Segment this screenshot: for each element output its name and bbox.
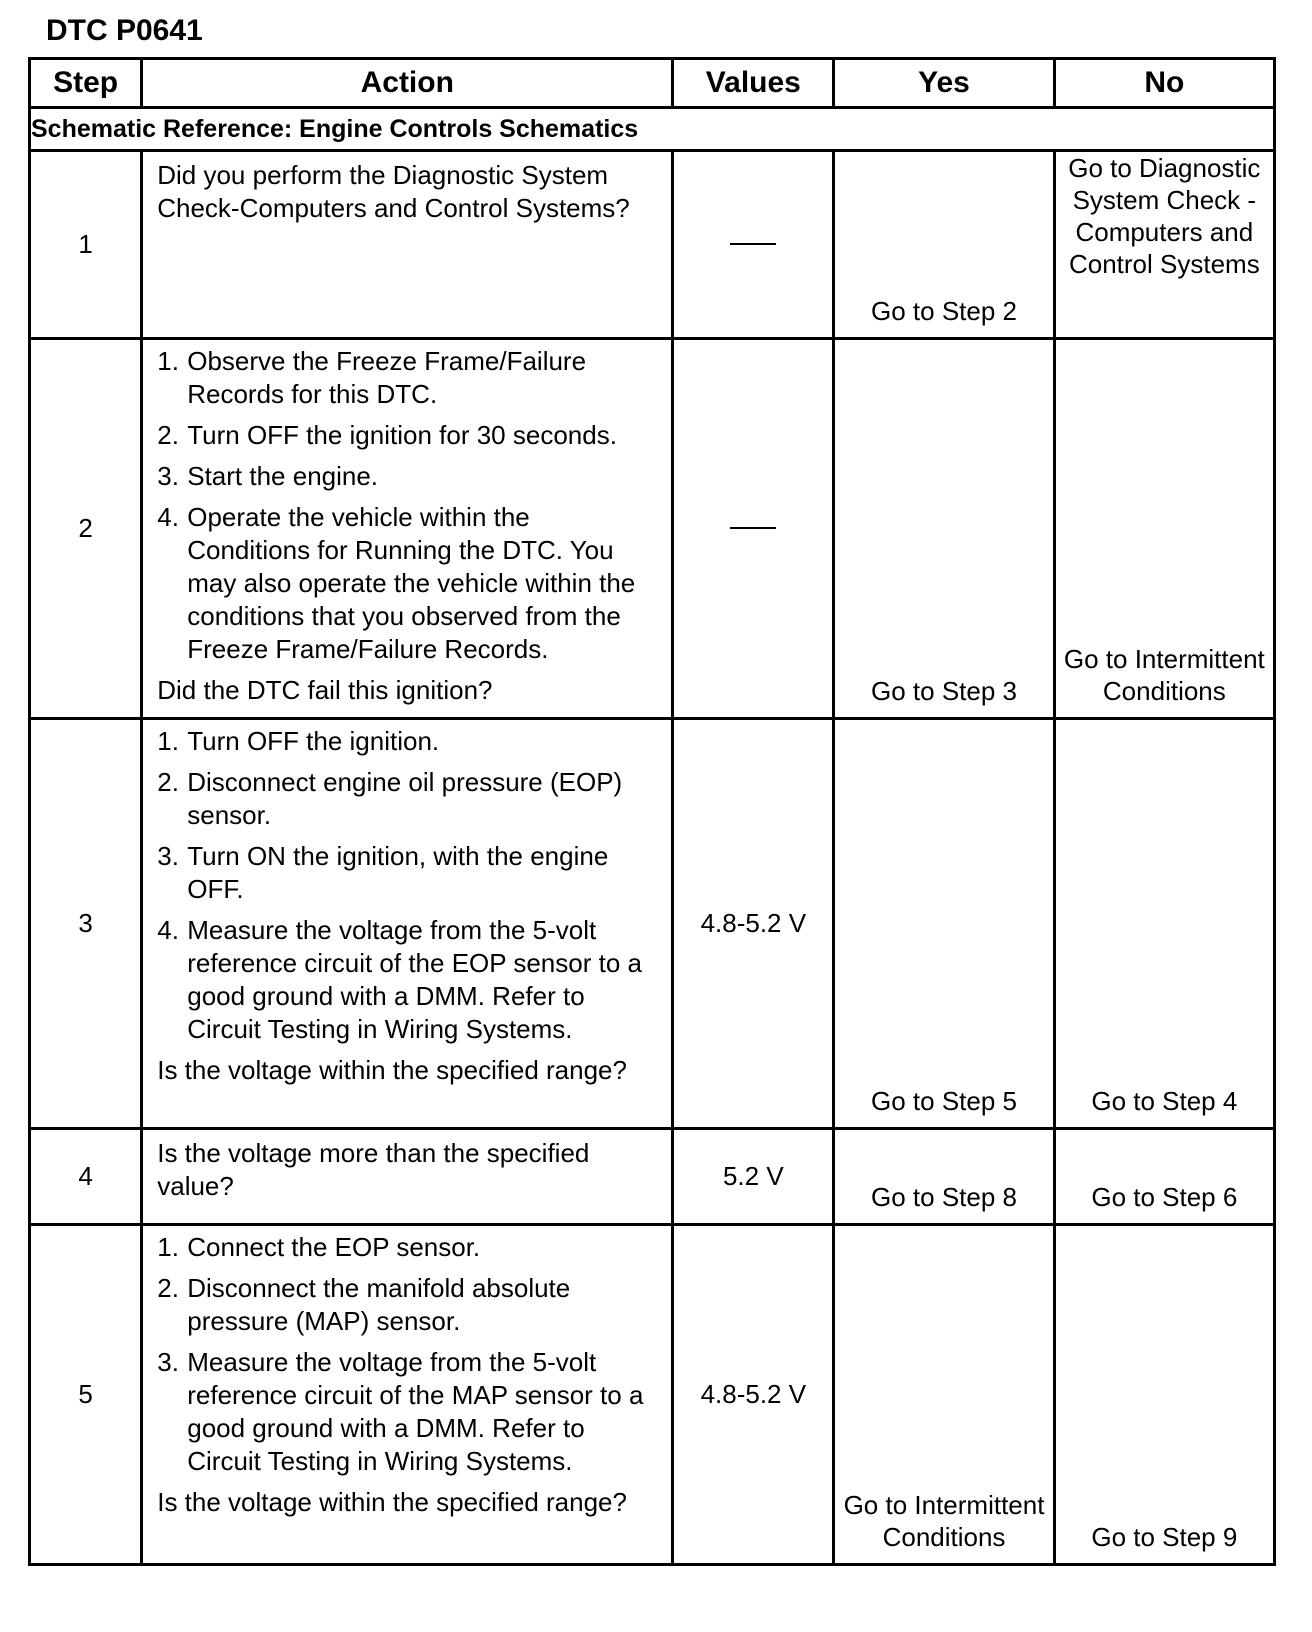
action-step-text: Start the engine. — [187, 461, 379, 491]
action-step-number: 2. — [157, 1273, 179, 1303]
action-cell — [142, 339, 673, 719]
no-result: Go to Step 9 — [1054, 1225, 1274, 1565]
action-step-item — [157, 501, 659, 666]
no-result: Go to Step 4 — [1054, 719, 1274, 1129]
table-row — [30, 719, 1275, 1129]
action-step-text: Observe the Freeze Frame/Failure Records for this DTC. — [187, 346, 587, 409]
header-yes: Yes — [834, 59, 1054, 108]
action-step-item — [157, 840, 659, 906]
schematic-reference-row — [30, 108, 1275, 151]
value-cell: 4.8-5.2 V — [673, 1225, 834, 1565]
schematic-reference: Schematic Reference: Engine Controls Schematics — [30, 108, 1275, 151]
action-step-text: Disconnect engine oil pressure (EOP) sensor. — [187, 767, 623, 830]
action-steps-list — [157, 345, 659, 666]
action-step-text: Measure the voltage from the 5-volt reference circuit of the EOP sensor to a good ground with a DMM. Refer to Circuit Testing in Wiring Systems. — [187, 915, 642, 1044]
action-step-item — [157, 419, 659, 452]
action-step-number: 2. — [157, 420, 179, 450]
action-step-number: 4. — [157, 915, 179, 945]
yes-result: Go to Intermittent Conditions — [834, 1225, 1054, 1565]
no-result: Go to Diagnostic System Check - Computers and Control Systems — [1054, 151, 1274, 339]
action-question: Did you perform the Diagnostic System Check-Computers and Control Systems? — [157, 160, 630, 223]
action-steps-list — [157, 1231, 659, 1478]
action-step-item — [157, 1231, 659, 1264]
header-no: No — [1054, 59, 1274, 108]
yes-result: Go to Step 5 — [834, 719, 1054, 1129]
action-step-number: 1. — [157, 726, 179, 756]
action-cell — [142, 719, 673, 1129]
header-values: Values — [673, 59, 834, 108]
action-steps-list — [157, 725, 659, 1046]
value-cell: 5.2 V — [673, 1129, 834, 1225]
value-cell — [673, 151, 834, 339]
table-row — [30, 339, 1275, 719]
table-row — [30, 1129, 1275, 1225]
step-number: 4 — [30, 1129, 142, 1225]
action-step-text: Disconnect the manifold absolute pressure (MAP) sensor. — [187, 1273, 571, 1336]
action-question: Did the DTC fail this ignition? — [157, 675, 493, 705]
action-step-number: 1. — [157, 346, 179, 376]
yes-result: Go to Step 3 — [834, 339, 1054, 719]
action-step-number: 4. — [157, 502, 179, 532]
action-question: Is the voltage more than the specified value? — [157, 1138, 590, 1201]
step-number: 1 — [30, 151, 142, 339]
yes-result: Go to Step 8 — [834, 1129, 1054, 1225]
action-step-text: Operate the vehicle within the Conditions for Running the DTC. You may also operate the vehicle within the conditions that you observed from the Freeze Frame/Failure Records. — [187, 502, 636, 664]
action-step-text: Turn OFF the ignition. — [187, 726, 440, 756]
diagnostic-table — [28, 57, 1276, 1566]
header-action: Action — [142, 59, 673, 108]
action-cell — [142, 1129, 673, 1225]
page-title: DTC P0641 — [46, 14, 203, 47]
action-cell — [142, 1225, 673, 1565]
action-step-text: Turn ON the ignition, with the engine OFF. — [187, 841, 609, 904]
action-step-item — [157, 345, 659, 411]
table-row — [30, 151, 1275, 339]
step-number: 2 — [30, 339, 142, 719]
action-cell — [142, 151, 673, 339]
action-step-number: 1. — [157, 1232, 179, 1262]
action-step-item — [157, 725, 659, 758]
action-step-number: 3. — [157, 1347, 179, 1377]
action-step-number: 3. — [157, 461, 179, 491]
action-question: Is the voltage within the specified range? — [157, 1055, 627, 1085]
header-row — [30, 59, 1275, 108]
yes-result: Go to Step 2 — [834, 151, 1054, 339]
header-step: Step — [30, 59, 142, 108]
table-row — [30, 1225, 1275, 1565]
action-question: Is the voltage within the specified range? — [157, 1487, 627, 1517]
step-number: 5 — [30, 1225, 142, 1565]
step-number: 3 — [30, 719, 142, 1129]
no-result: Go to Step 6 — [1054, 1129, 1274, 1225]
value-blank-dash — [730, 527, 776, 529]
action-step-item — [157, 766, 659, 832]
action-step-text: Connect the EOP sensor. — [187, 1232, 481, 1262]
value-cell — [673, 339, 834, 719]
action-step-number: 3. — [157, 841, 179, 871]
action-step-text: Turn OFF the ignition for 30 seconds. — [187, 420, 617, 450]
action-step-item — [157, 914, 659, 1046]
action-step-text: Measure the voltage from the 5-volt reference circuit of the MAP sensor to a good ground with a DMM. Refer to Circuit Testing in Wiring Systems. — [187, 1347, 644, 1476]
value-blank-dash — [730, 243, 776, 245]
value-cell: 4.8-5.2 V — [673, 719, 834, 1129]
no-result: Go to Intermittent Conditions — [1054, 339, 1274, 719]
action-step-number: 2. — [157, 767, 179, 797]
action-step-item — [157, 1346, 659, 1478]
action-step-item — [157, 460, 659, 493]
action-step-item — [157, 1272, 659, 1338]
